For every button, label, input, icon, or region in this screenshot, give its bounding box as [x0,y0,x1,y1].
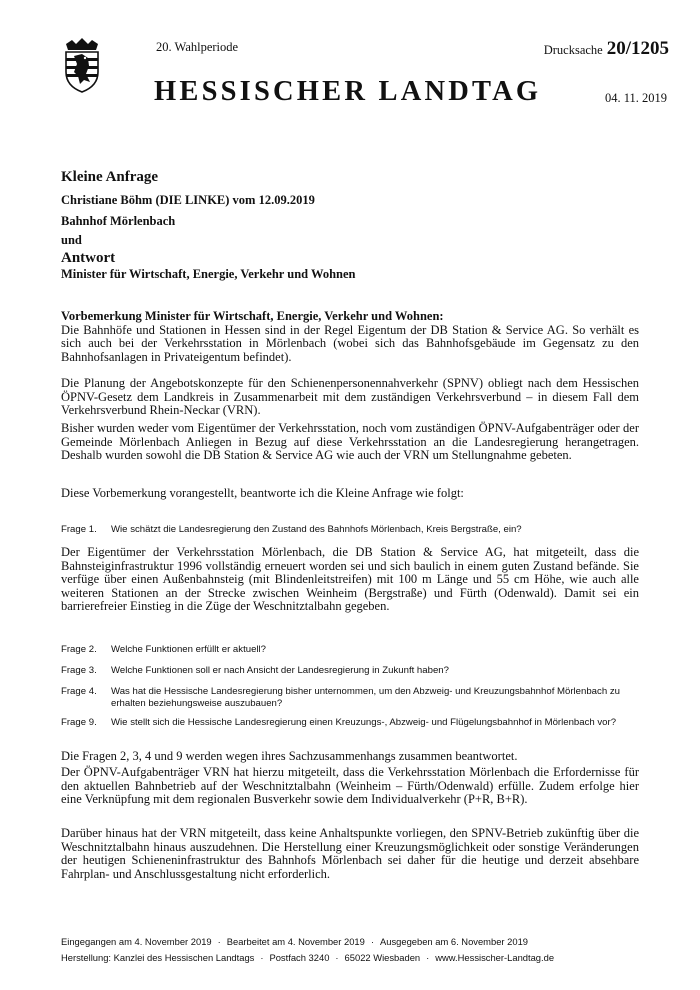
vorbemerkung-paragraph-1: Die Bahnhöfe und Stationen in Hessen sind in der Regel Eigentum der DB Station & Service AG. So verhält es sich auch bei der Verkehrsstation in Mörlenbach (wobei sich das Bahnhofsgebäude im Gegensatz zu den Bahnhofsanlagen in Privateigentum befindet). [61,322,639,364]
footer-separator: · [370,936,374,947]
drucksache-number: 20/1205 [606,38,669,59]
answer-paragraph-1: Der ÖPNV-Aufgabenträger VRN hat hierzu mitgeteilt, dass die Verkehrsstation Mörlenbach die Erfordernisse für den aktuellen Bahnbetrieb auf der Weschnitztalbahn (Weinheim – Fürth/Odenwald) erfülle. Zudem erfolge hier eine Verknüpfung mit dem regionalen Busverkehr sowie dem Individualverkehr (P+R, B+R). [61,765,639,807]
answer-paragraph-2: Darüber hinaus hat der VRN mitgeteilt, dass keine Anhaltspunkte vorliegen, den SPNV-Betrieb zukünftig über die Weschnitztalbahn hinaus auszudehnen. Die Herstellung einer Kreuzungsmöglichkeit oder sonstige Veränderungen der heutigen Schieneninfrastruktur des Bahnhofs Mörlenbach sei daher für die heutige und derzeit absehbare Fahrplan- und Anschlussgestaltung nicht erforderlich. [61,826,639,881]
question-label: Frage 2. [61,644,97,655]
footer-dates [61,934,641,949]
document-date: 04. 11. 2019 [604,91,667,105]
footer-separator: · [260,952,264,963]
answer-1: Der Eigentümer der Verkehrsstation Mörlenbach, die DB Station & Service AG, hat mitgeteilt, dass die Bahnsteiginfrastruktur 1996 vollständig erneuert worden sei und sich baulich in einem guten Zustand befände. Sie verfüge über einen Außenbahnsteig (mit Blindenleitstreifen) mit 100 m Länge und 55 cm Höhe, wie auch alle weiteren Stationen an der Strecke zwischen Weinheim (Bergstraße) und Fürth (Odenwald). Damit sei ein barrierefreier Einstieg in die Züge der Weschnitztalbahn gegeben. [61,545,639,614]
und-line: und [61,233,82,247]
question-text: Wie schätzt die Landesregierung den Zustand des Bahnhofs Mörlenbach, Kreis Bergstraße, ein? [111,524,522,535]
question-1 [61,524,639,536]
question-4 [61,686,639,710]
question-text: Was hat die Hessische Landesregierung bisher unternommen, um den Abzweig- und Kreuzungsbahnhof Mörlenbach zu erhalten beziehungsweise auszubauen? [111,686,620,709]
vorbemerkung-paragraph-4: Diese Vorbemerkung vorangestellt, beantworte ich die Kleine Anfrage wie folgt: [61,486,464,500]
vorbemerkung-section [61,310,639,364]
subject-line: Bahnhof Mörlenbach [61,214,176,228]
question-label: Frage 9. [61,717,97,728]
question-9 [61,717,639,729]
footer-eingegangen: Eingegangen am 4. November 2019 [61,936,212,947]
footer-postfach: Postfach 3240 [269,952,330,963]
footer-bearbeitet: Bearbeitet am 4. November 2019 [226,936,365,947]
question-3 [61,665,639,677]
vorbemerkung-paragraph-2: Die Planung der Angebotskonzepte für den Schienenpersonennahverkehr (SPNV) obliegt nach dem Hessischen ÖPNV-Gesetz dem Landkreis in Zusammenarbeit mit dem zuständigen Verkehrsverbund – in diesem Fall dem Verkehrsverbund Rhein-Neckar (VRN). [61,376,639,418]
drucksache [544,38,669,60]
minister-line: Minister für Wirtschaft, Energie, Verkehr und Wohnen [61,267,356,281]
question-text: Wie stellt sich die Hessische Landesregierung einen Kreuzungs-, Abzweig- und Flügelungsbahnhof in Mörlenbach vor? [111,717,617,728]
footer-separator: · [335,952,339,963]
footer-separator: · [217,936,221,947]
vorbemerkung-heading: Vorbemerkung Minister für Wirtschaft, Energie, Verkehr und Wohnen: [61,309,444,323]
question-2 [61,644,639,656]
question-label: Frage 1. [61,524,97,535]
wahlperiode: 20. Wahlperiode [156,40,239,54]
parliament-name: HESSISCHER LANDTAG [154,76,542,107]
footer-ausgegeben: Ausgegeben am 6. November 2019 [379,936,528,947]
vorbemerkung-paragraph-3: Bisher wurden weder vom Eigentümer der Verkehrsstation, noch vom zuständigen ÖPNV-Aufgabenträger oder der Gemeinde Mörlenbach Anliegen in Bezug auf diese Verkehrsstation an die Landesregierung herangetragen. Deshalb wurden sowohl die DB Station & Service AG wie auch der VRN um Stellungnahme gebeten. [61,421,639,463]
footer-website: www.Hessischer-Landtag.de [435,952,555,963]
drucksache-label: Drucksache [543,43,603,57]
footer-publisher [61,950,641,965]
antwort-heading: Antwort [61,250,116,266]
footer-herstellung: Herstellung: Kanzlei des Hessischen Landtags [61,952,255,963]
author-line: Christiane Böhm (DIE LINKE) vom 12.09.2019 [61,193,315,207]
question-text: Welche Funktionen erfüllt er aktuell? [111,644,267,655]
footer-separator: · [426,952,430,963]
question-label: Frage 3. [61,665,97,676]
answer-intro: Die Fragen 2, 3, 4 und 9 werden wegen ihres Sachzusammenhangs zusammen beantwortet. [61,749,518,763]
kleine-anfrage-heading: Kleine Anfrage [61,169,159,185]
footer-ort: 65022 Wiesbaden [344,952,421,963]
question-text: Welche Funktionen soll er nach Ansicht der Landesregierung in Zukunft haben? [111,665,449,676]
question-label: Frage 4. [61,686,97,697]
hessen-coat-of-arms-icon [62,36,102,94]
